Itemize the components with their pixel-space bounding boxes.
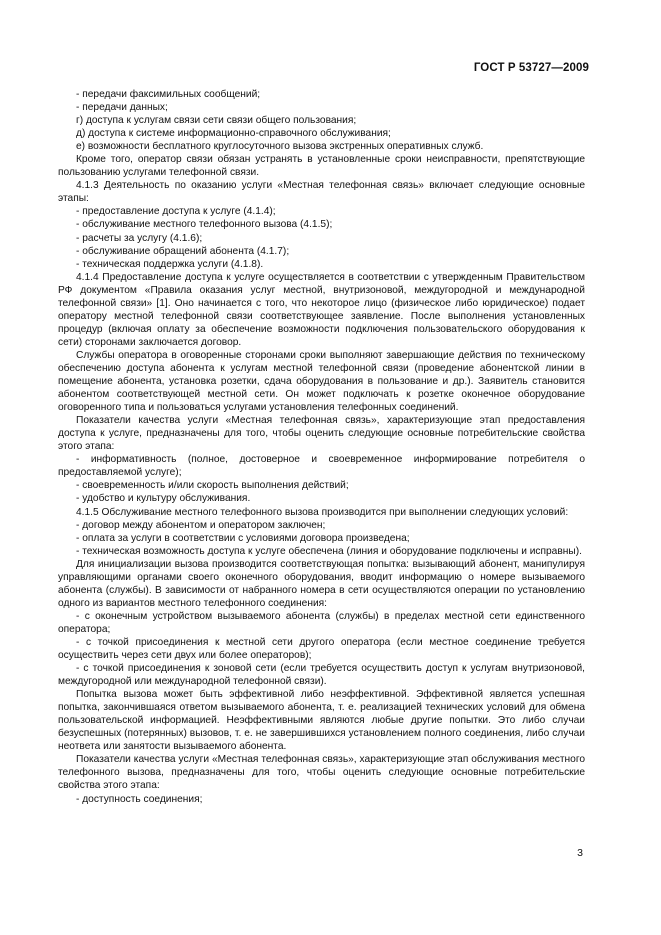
- paragraph: Попытка вызова может быть эффективной либо неэффективной. Эффективной является успешная попытка, закончившаяся ответом вызываемого абонента, т. е. реализацией технических условий для обмена пользовательской информацией. Неэффективными являются любые другие попытки. Это либо случаи безуспешных (потерянных) вызовов, т. е. не завершившихся установлением полного соединения, либо случаи неответа или занятости вызываемого абонента.: [58, 689, 585, 753]
- document-body: [58, 88, 585, 806]
- list-item: - оплата за услуги в соответствии с условиями договора произведена;: [76, 532, 410, 544]
- list-item: - предоставление доступа к услуге (4.1.4);: [76, 206, 276, 218]
- list-item: д) доступа к системе информационно-справочного обслуживания;: [76, 128, 391, 140]
- list-item: - передачи данных;: [76, 102, 168, 114]
- paragraph: Показатели качества услуги «Местная телефонная связь», характеризующие этап предоставления доступа к услуге, предназначены для того, чтобы оценить следующие основные потребительские свойства этого этапа:: [58, 415, 585, 453]
- list-item: - обслуживание обращений абонента (4.1.7);: [76, 245, 290, 257]
- list-item: - информативность (полное, достоверное и своевременное информирование потребителя о предоставляемой услуге);: [58, 454, 585, 479]
- list-item: - доступность соединения;: [76, 793, 203, 805]
- section-paragraph: 4.1.5 Обслуживание местного телефонного вызова производится при выполнении следующих условий:: [76, 506, 569, 518]
- list-item: - с точкой присоединения к зоновой сети (если требуется осуществить доступ к услугам внутризоновой, междугородной или международной телефонной связи).: [58, 663, 585, 688]
- paragraph: Для инициализации вызова производится соответствующая попытка: вызывающий абонент, манипулируя управляющими органами своего оконечного оборудования, вводит информацию о номере вызываемого абонента (службы). В зависимости от набранного номера в сети осуществляются операции по установлению одного из вариантов местного телефонного соединения:: [58, 558, 585, 609]
- document-header: ГОСТ Р 53727—2009: [473, 62, 589, 74]
- list-item: г) доступа к услугам связи сети связи общего пользования;: [76, 115, 357, 127]
- list-item: - договор между абонентом и оператором заключен;: [76, 519, 326, 531]
- list-item: е) возможности бесплатного круглосуточного вызова экстренных оперативных служб.: [76, 141, 484, 153]
- paragraph: Кроме того, оператор связи обязан устранять в установленные сроки неисправности, препятствующие пользованию услугами телефонной связи.: [58, 154, 585, 179]
- list-item: - с точкой присоединения к местной сети другого оператора (если местное соединение требуется осуществить через сети двух или более операторов);: [58, 636, 585, 662]
- list-item: - с оконечным устройством вызываемого абонента (службы) в пределах местной сети единственного оператора;: [58, 610, 585, 635]
- list-item: - расчеты за услугу (4.1.6);: [76, 232, 203, 244]
- section-paragraph: 4.1.3 Деятельность по оказанию услуги «Местная телефонная связь» включает следующие основные этапы:: [58, 180, 585, 205]
- list-item: - обслуживание местного телефонного вызова (4.1.5);: [76, 219, 333, 231]
- list-item: - передачи факсимильных сообщений;: [76, 89, 261, 100]
- list-item: - удобство и культуру обслуживания.: [76, 493, 251, 505]
- page-number: 3: [577, 847, 583, 859]
- paragraph: Службы оператора в оговоренные сторонами сроки выполняют завершающие действия по техническому обеспечению доступа абонента к услугам местной телефонной связи (проведение абонентской линии в помещение абонента, установка розетки, сдача оборудования в пользование и др.). Заявитель становится абонентом соответствующей местной сети. Он может подключать к розетке оконечное оборудование оговоренного типа и пользоваться услугами установления телефонных соединений.: [58, 349, 585, 414]
- list-item: - техническая возможность доступа к услуге обеспечена (линия и оборудование подключены и исправны).: [76, 545, 582, 557]
- list-item: - своевременность и/или скорость выполнения действий;: [76, 480, 349, 492]
- section-paragraph: 4.1.4 Предоставление доступа к услуге осуществляется в соответствии с утвержденным Правительством РФ документом «Правила оказания услуг местной, внутризоновой, междугородной и международной телефонной связи» [1]. Оно начинается с того, что некоторое лицо (физическое либо юридическое) подает оператору местной телефонной связи соответствующее заявление. После выполнения установленных процедур (включая оплату за обеспечение возможности подключения пользовательского оборудования к сети) сторонами заключается договор.: [58, 271, 585, 348]
- list-item: - техническая поддержка услуги (4.1.8).: [76, 258, 264, 270]
- paragraph: Показатели качества услуги «Местная телефонная связь», характеризующие этап обслуживания местного телефонного вызова, предназначены для того, чтобы оценить следующие основные потребительские свойства этого этапа:: [58, 754, 585, 792]
